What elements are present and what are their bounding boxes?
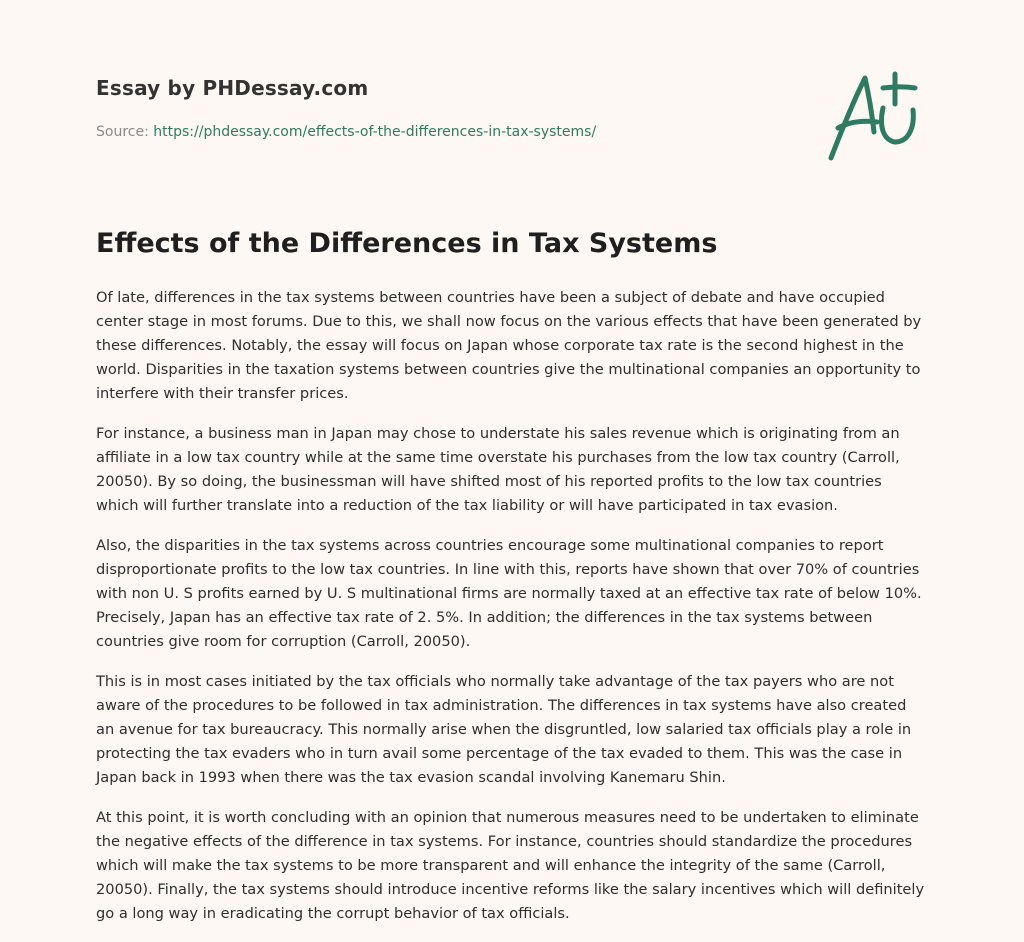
source-link[interactable]: https://phdessay.com/effects-of-the-differences-in-tax-systems/ bbox=[153, 124, 597, 140]
a-plus-logo-icon bbox=[825, 70, 927, 162]
essay-paragraph: For instance, a business man in Japan may chose to understate his sales revenue which is originating from an affiliate in a low tax country while at the same time overstate his purchases from the low tax country (Carroll, 20050). By so doing, the businessman will have shifted most of his reported profits to the low tax countries which will further translate into a reduction of the tax liability or will have participated in tax evasion. bbox=[96, 425, 900, 514]
essay-title: Effects of the Differences in Tax Systems bbox=[96, 228, 718, 259]
source-label: Source: bbox=[96, 124, 149, 140]
essay-paragraph: Of late, differences in the tax systems between countries have been a subject of debate and have occupied center stage in most forums. Due to this, we shall now focus on the various effects that have been generated by these differences. Notably, the essay will focus on Japan whose corporate tax rate is the second highest in the world. Disparities in the taxation systems between countries give the multinational companies an opportunity to interfere with their transfer prices. bbox=[96, 289, 922, 402]
essay-paragraph: At this point, it is worth concluding with an opinion that numerous measures need to be undertaken to eliminate the negative effects of the difference in tax systems. For instance, countries should standardize the procedures which will make the tax systems to be more transparent and will enhance the integrity of the same (Carroll, 20050). Finally, the tax systems should introduce incentive reforms like the salary incentives which will definitely go a long way in eradicating the corrupt behavior of tax officials. bbox=[96, 809, 925, 922]
essay-body bbox=[96, 286, 928, 942]
source-line bbox=[96, 124, 596, 140]
essay-paragraph: This is in most cases initiated by the tax officials who normally take advantage of the tax payers who are not aware of the procedures to be followed in tax administration. The differences in tax systems have also created an avenue for tax bureaucracy. This normally arise when the disgruntled, low salaried tax officials play a role in protecting the tax evaders who in turn avail some percentage of the tax evaded to them. This was the case in Japan back in 1993 when there was the tax evasion scandal involving Kanemaru Shin. bbox=[96, 673, 912, 786]
site-brand: Essay by PHDessay.com bbox=[96, 76, 369, 100]
essay-paragraph: Also, the disparities in the tax systems across countries encourage some multinational companies to report disproportionate profits to the low tax countries. In line with this, reports have shown that over 70% of countries with non U. S profits earned by U. S multinational firms are normally taxed at an effective tax rate of below 10%. Precisely, Japan has an effective tax rate of 2. 5%. In addition; the differences in the tax systems between countries give room for corruption (Carroll, 20050). bbox=[96, 537, 922, 650]
